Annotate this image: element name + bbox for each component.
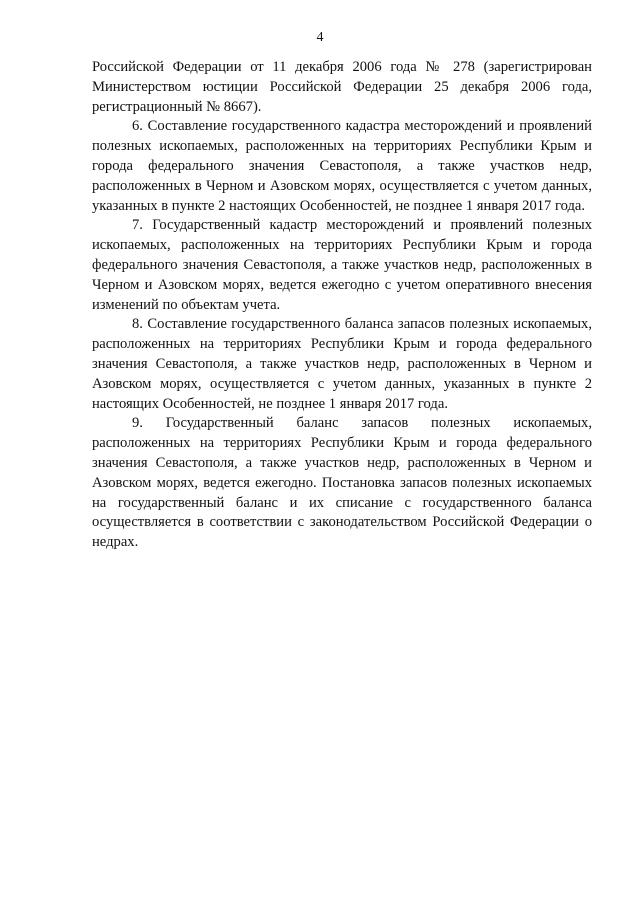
- paragraph-item-9: 9. Государственный баланс запасов полезных ископаемых, расположенных на территориях Республики Крым и города федерального значения Севастополя, а также участков недр, расположенных в Черном и Азовском морях, ведется ежегодно. Постановка запасов полезных ископаемых на государственный баланс и их списание с государственного баланса осуществляется в соответствии с законодательством Российской Федерации о недрах.: [92, 415, 592, 551]
- document-body: [92, 58, 592, 553]
- paragraph-continuation: Российской Федерации от 11 декабря 2006 года № 278 (зарегистрирован Министерством юстиции Российской Федерации 25 декабря 2006 года, регистрационный № 8667).: [92, 59, 592, 115]
- paragraph-item-6: 6. Составление государственного кадастра месторождений и проявлений полезных ископаемых, расположенных на территориях Республики Крым и города федерального значения Севастополя, а также участков недр, расположенных в Черном и Азовском морях, осуществляется с учетом данных, указанных в пункте 2 настоящих Особенностей, не позднее 1 января 2017 года.: [92, 118, 592, 214]
- paragraph-item-7: 7. Государственный кадастр месторождений и проявлений полезных ископаемых, расположенных на территориях Республики Крым и города федерального значения Севастополя, а также участков недр, расположенных в Черном и Азовском морях, ведется ежегодно с учетом оперативного внесения изменений по объектам учета.: [92, 217, 592, 313]
- paragraph-item-8: 8. Составление государственного баланса запасов полезных ископаемых, расположенных на территориях Республики Крым и города федерального значения Севастополя, а также участков недр, расположенных в Черном и Азовском морях, осуществляется с учетом данных, указанных в пункте 2 настоящих Особенностей, не позднее 1 января 2017 года.: [92, 316, 592, 412]
- page-number: 4: [316, 30, 324, 45]
